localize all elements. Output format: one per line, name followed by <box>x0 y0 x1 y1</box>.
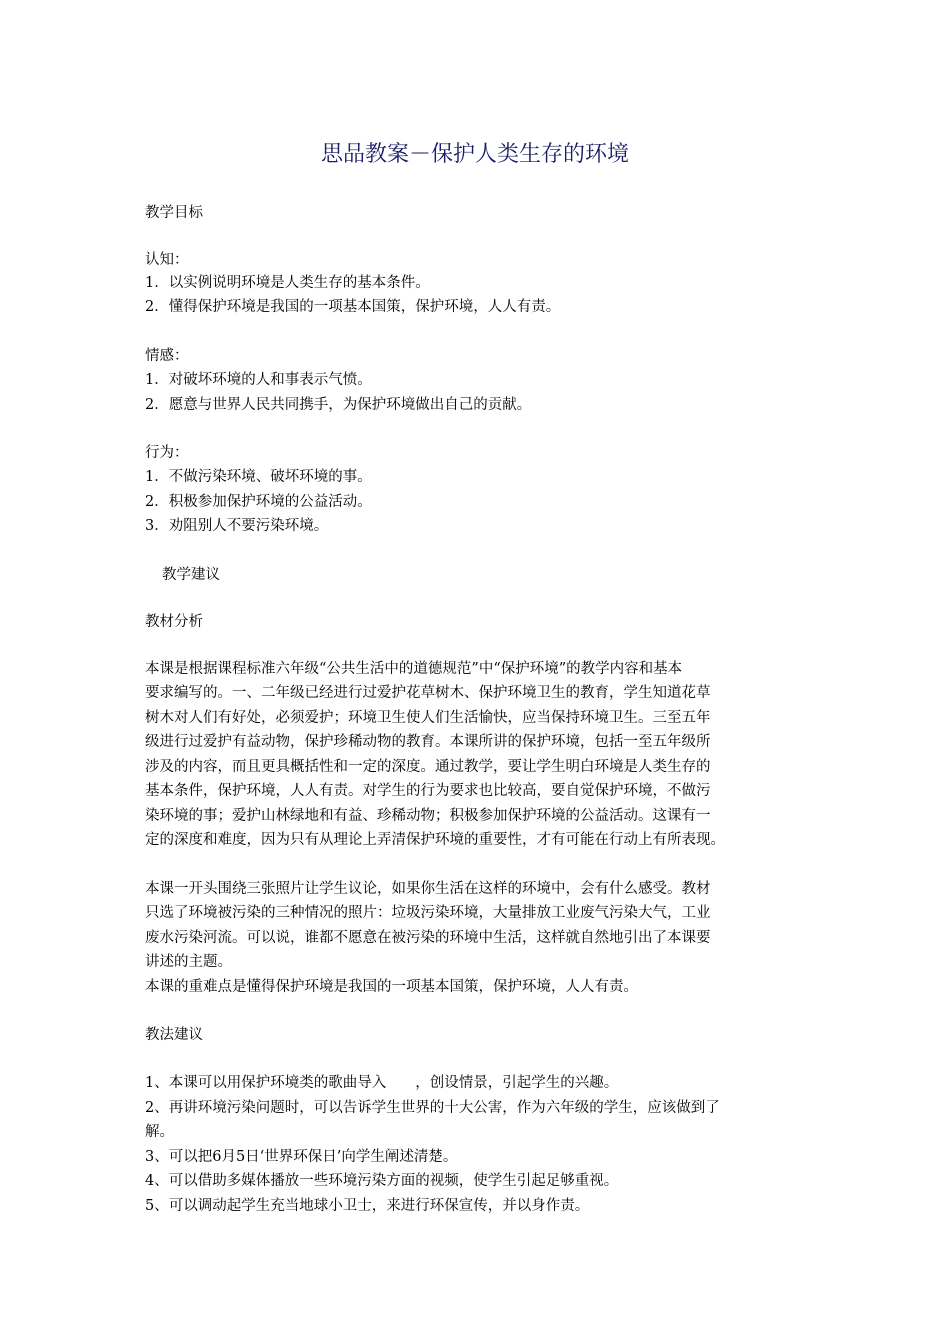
methods-item: 解。 <box>145 1124 174 1140</box>
objectives-heading: 教学目标 <box>145 205 203 221</box>
methods-item: 1、本课可以用保护环境类的歌曲导入 ，创设情景，引起学生的兴趣。 <box>145 1075 619 1091</box>
analysis-para1-line: 本课是根据课程标准六年级“公共生活中的道德规范”中“保护环境”的教学内容和基本 <box>145 661 683 677</box>
document-title: 思品教案－保护人类生存的环境 <box>320 142 629 167</box>
behavior-label: 行为： <box>145 445 189 461</box>
cognitive-item: 2．懂得保护环境是我国的一项基本国策，保护环境，人人有责。 <box>145 299 561 315</box>
analysis-para1-line: 定的深度和难度，因为只有从理论上弄清保护环境的重要性，才有可能在行动上有所表现。 <box>145 832 725 848</box>
analysis-para2-line: 讲述的主题。 <box>145 954 232 970</box>
analysis-para1-line: 树木对人们有好处，必须爱护；环境卫生使人们生活愉快，应当保持环境卫生。三至五年 <box>145 710 711 726</box>
methods-item: 5、可以调动起学生充当地球小卫士，来进行环保宣传，并以身作责。 <box>145 1198 590 1214</box>
analysis-para2-line: 废水污染河流。可以说，谁都不愿意在被污染的环境中生活，这样就自然地引出了本课要 <box>145 930 711 946</box>
methods-item: 3、可以把6月5日‘世界环保日’向学生阐述清楚。 <box>145 1149 458 1165</box>
analysis-para2-line: 本课一开头围绕三张照片让学生议论，如果你生活在这样的环境中，会有什么感受。教材 <box>145 881 711 897</box>
analysis-para1-line: 染环境的事；爱护山林绿地和有益、珍稀动物；积极参加保护环境的公益活动。这课有一 <box>145 808 711 824</box>
analysis-para1-line: 要求编写的。一、二年级已经进行过爱护花草树木、保护环境卫生的教育，学生知道花草 <box>145 685 711 701</box>
emotion-item: 2．愿意与世界人民共同携手，为保护环境做出自己的贡献。 <box>145 397 532 413</box>
behavior-item: 2．积极参加保护环境的公益活动。 <box>145 494 372 510</box>
behavior-item: 3．劝阻别人不要污染环境。 <box>145 518 329 534</box>
cognitive-label: 认知： <box>145 252 189 268</box>
analysis-para1-line: 涉及的内容，而且更具概括性和一定的深度。通过教学，要让学生明白环境是人类生存的 <box>145 759 711 775</box>
emotion-item: 1．对破坏环境的人和事表示气愤。 <box>145 372 372 388</box>
methods-heading: 教法建议 <box>145 1027 203 1043</box>
methods-item: 4、可以借助多媒体播放一些环境污染方面的视频，使学生引起足够重视。 <box>145 1173 619 1189</box>
emotion-label: 情感： <box>145 348 189 364</box>
analysis-para2-line: 只选了环境被污染的三种情况的照片：垃圾污染环境，大量排放工业废气污染大气，工业 <box>145 905 711 921</box>
analysis-heading: 教材分析 <box>145 614 203 630</box>
cognitive-item: 1．以实例说明环境是人类生存的基本条件。 <box>145 275 430 291</box>
analysis-para2-line: 本课的重难点是懂得保护环境是我国的一项基本国策，保护环境，人人有责。 <box>145 979 638 995</box>
analysis-para1-line: 基本条件，保护环境，人人有责。对学生的行为要求也比较高，要自觉保护环境，不做污 <box>145 783 711 799</box>
behavior-item: 1．不做污染环境、破坏环境的事。 <box>145 469 372 485</box>
suggestions-heading: 教学建议 <box>162 567 220 583</box>
methods-item: 2、再讲环境污染问题时，可以告诉学生世界的十大公害，作为六年级的学生，应该做到了 <box>145 1100 720 1116</box>
analysis-para1-line: 级进行过爱护有益动物，保护珍稀动物的教育。本课所讲的保护环境，包括一至五年级所 <box>145 734 711 750</box>
